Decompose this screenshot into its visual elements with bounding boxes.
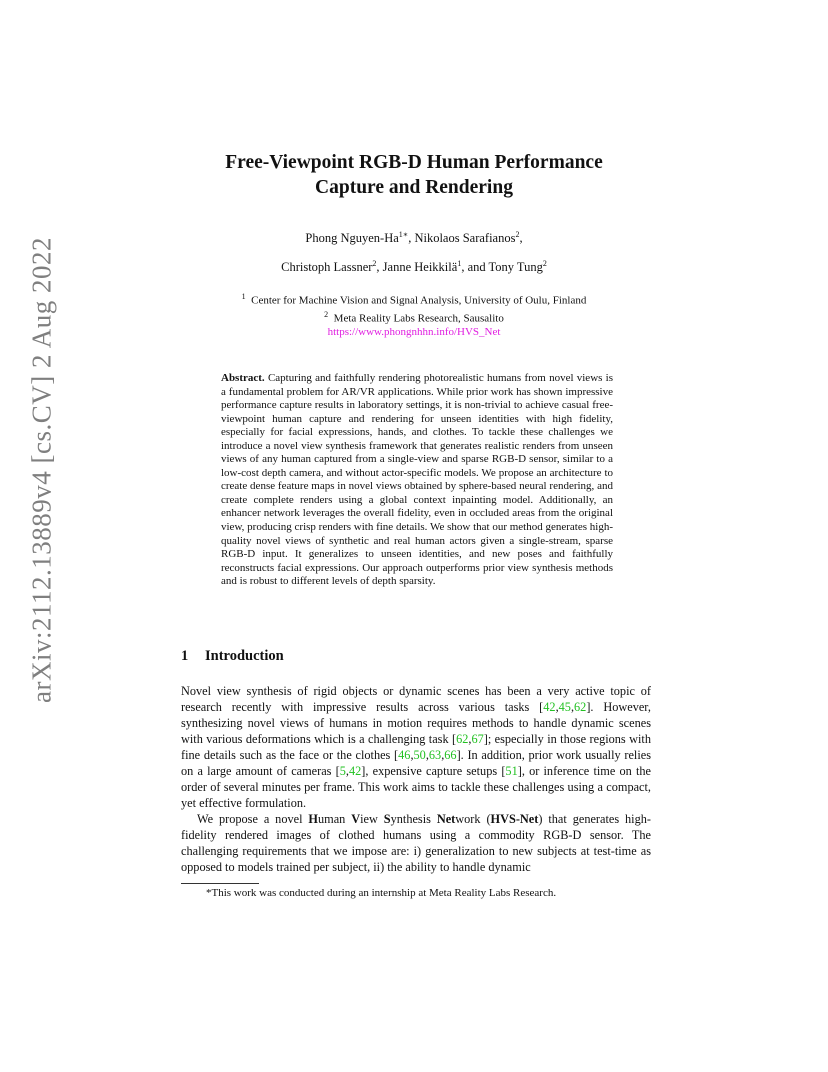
author-name: Janne Heikkilä [382, 260, 458, 275]
citation-link[interactable]: 62 [456, 732, 469, 746]
author-separator: , [519, 231, 523, 246]
text-run: , [410, 748, 414, 762]
citation-link[interactable]: 46 [398, 748, 411, 762]
author-separator: , [376, 260, 383, 275]
bold-text: Net [436, 812, 456, 826]
bold-text: H [308, 812, 318, 826]
author-name: Tony Tung [488, 260, 543, 275]
citation-link[interactable]: 66 [444, 748, 457, 762]
abstract-label: Abstract. [221, 372, 265, 384]
affiliations [0, 290, 828, 339]
citation-link[interactable]: 62 [574, 700, 587, 714]
text-run: ]. However, synthesizing novel views of humans in motion requires methods to handle dynamic scenes with various deformations which is a challenging task [ [181, 700, 651, 746]
author-affiliation-mark: 2 [372, 259, 377, 268]
author-affiliation-mark: 2 [515, 230, 520, 239]
text-run: , [441, 748, 445, 762]
bold-text: S [383, 812, 391, 826]
citation-link[interactable]: 42 [543, 700, 556, 714]
text-run: ) that generates high-fidelity rendered images of clothed humans using a commodity RGB-D sensor. The challenging requirements that we impose are: i) generalization to new subjects at test-time as opposed to models trained per subject, ii) the ability to handle dynamic [181, 812, 651, 874]
author-affiliation-mark: 1∗ [398, 230, 409, 239]
paragraph-1 [181, 683, 651, 811]
text-run: iew [360, 812, 384, 826]
project-url-link[interactable]: https://www.phongnhhn.info/HVS_Net [327, 326, 501, 339]
bold-text: V [351, 812, 361, 826]
citation-link[interactable]: 45 [558, 700, 571, 714]
footnote-rule [181, 883, 259, 884]
text-run: ], expensive capture setups [ [361, 764, 506, 778]
affiliation-1: $^1$ Center for Machine Vision and Signal Analysis, University of Oulu, Finland [241, 292, 587, 307]
text-run: , [570, 700, 575, 714]
authors-line-2 [0, 259, 828, 275]
arxiv-side-stamp [22, 237, 62, 703]
text-run: , [468, 732, 472, 746]
bold-text: HVS-Net [490, 812, 539, 826]
text-run: , [425, 748, 429, 762]
text-run: uman [317, 812, 352, 826]
text-run: ], or inference time on the order of several minutes per frame. This work aims to tackle these challenges using a compact, yet effective formulation. [181, 764, 651, 810]
paragraph-2 [181, 811, 651, 875]
text-run: work ( [455, 812, 491, 826]
author-separator: , and [461, 260, 489, 275]
abstract [221, 372, 613, 589]
section-heading [181, 648, 284, 665]
author-affiliation-mark: 1 [457, 259, 462, 268]
author-affiliation-mark: 2 [542, 259, 547, 268]
title-line-2: Capture and Rendering [315, 177, 513, 198]
text-run: Novel view synthesis of rigid objects or dynamic scenes has been a very active topic of research recently with impressive results across various tasks [ [181, 684, 651, 714]
author-separator: , [408, 231, 415, 246]
arxiv-id-text: arXiv:2112.13889v4 [cs.CV] 2 Aug 2022 [26, 237, 57, 703]
body-text [181, 683, 651, 875]
section-title: Introduction [205, 648, 284, 664]
citation-link[interactable]: 5 [339, 764, 346, 778]
author-name: Christoph Lassner [281, 260, 373, 275]
abstract-text: Capturing and faithfully rendering photorealistic humans from novel views is a fundamental problem for AR/VR applications. While prior work has shown impressive performance capture results in laboratory settings, it is non-trivial to achieve casual free-viewpoint human capture and rendering for unseen identities with high fidelity, especially for facial expressions, hands, and clothes. To tackle these challenges we introduce a novel view synthesis framework that generates realistic renders from unseen views of any human captured from a single-view and sparse RGB-D sensor, similar to a low-cost depth camera, and without actor-specific models. We propose an architecture to create dense feature maps in novel views obtained by sphere-based neural rendering, and create complete renders using a global context inpainting model. Additionally, an enhancer network leverages the overall fidelity, even in occluded areas from the original view, producing crisp renders with fine details. We show that our method generates high-quality novel views of synthetic and real human actors given a single-stream, sparse RGB-D input. It generalizes to unseen identities, and new poses and faithfully reconstructs facial expressions. Our approach outperforms prior view synthesis methods and is robust to different levels of depth sparsity. [221, 372, 613, 588]
citation-link[interactable]: 50 [413, 748, 426, 762]
text-run: ]; especially in those regions with fine details such as the face or the clothes [ [181, 732, 651, 762]
affiliation-2: $^2$ Meta Reality Labs Research, Sausalito [324, 309, 504, 325]
title-line-1: Free-Viewpoint RGB-D Human Performance [225, 152, 603, 173]
section-number: 1 [181, 648, 189, 664]
author-name: Nikolaos Sarafianos [414, 231, 516, 246]
text-run: We propose a novel [197, 812, 309, 826]
footnote: *This work was conducted during an internship at Meta Reality Labs Research. [206, 887, 557, 899]
text-run: , [555, 700, 559, 714]
text-run: ]. In addition, prior work usually relies on a large amount of cameras [ [181, 748, 652, 778]
text-run: , [345, 764, 349, 778]
citation-link[interactable]: 67 [471, 732, 484, 746]
citation-link[interactable]: 51 [505, 764, 518, 778]
authors-line-1 [0, 230, 828, 246]
text-run: ynthesis [390, 812, 437, 826]
paper-title [0, 150, 828, 200]
citation-link[interactable]: 42 [349, 764, 362, 778]
author-name: Phong Nguyen-Ha [305, 231, 399, 246]
citation-link[interactable]: 63 [428, 748, 442, 762]
